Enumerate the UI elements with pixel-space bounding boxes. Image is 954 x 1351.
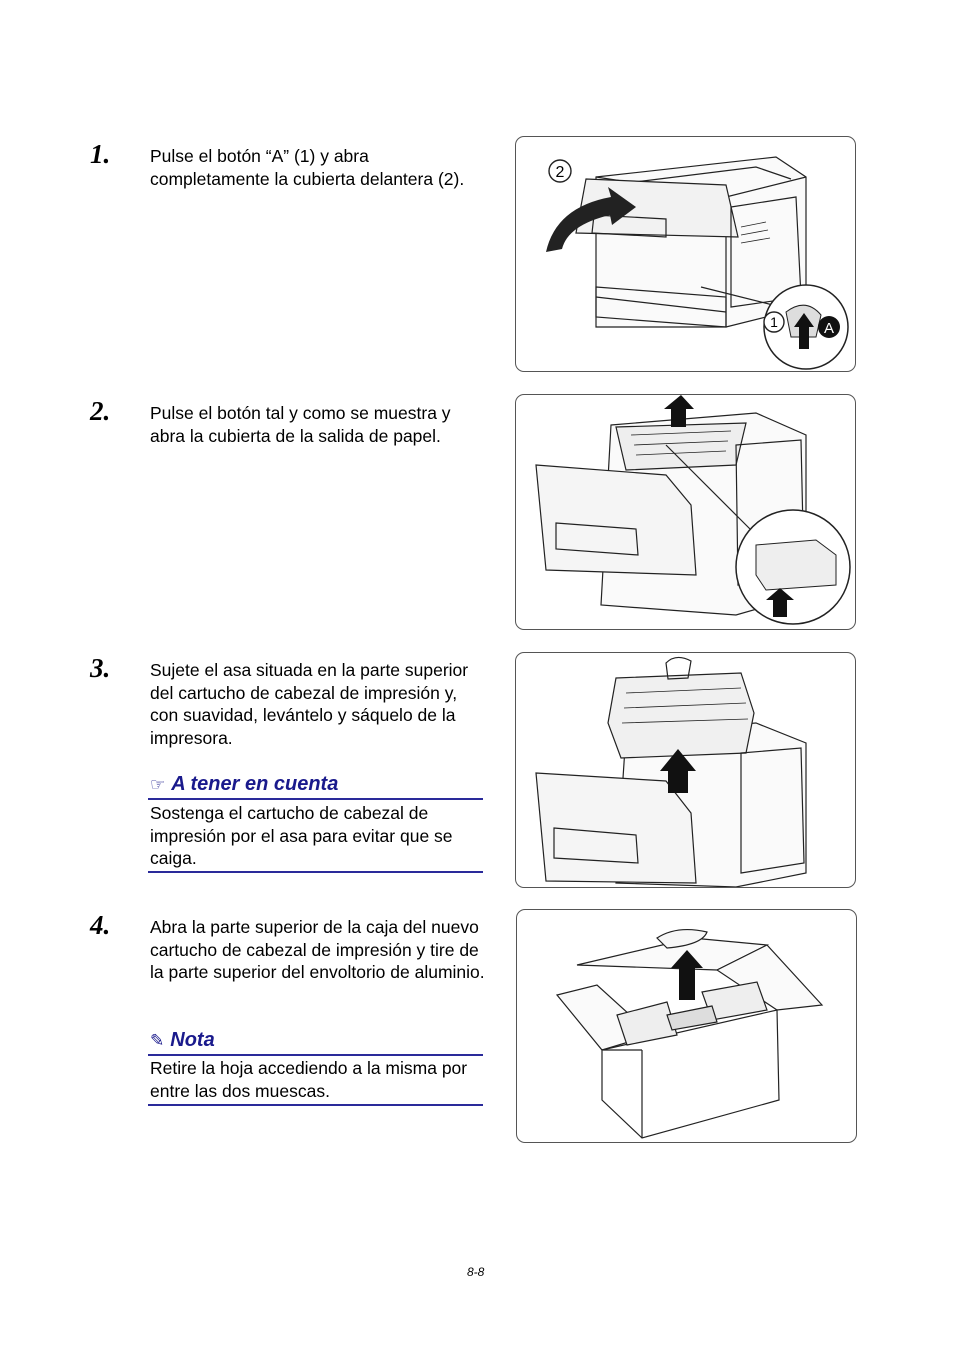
pointing-hand-icon: ☞ (150, 775, 166, 794)
caution-title: ☞ A tener en cuenta (150, 773, 339, 795)
figure-remove-cartridge (515, 652, 856, 888)
box-unpacking-illustration (517, 910, 856, 1142)
caution-body: Sostenga el cartucho de cabezal de impresión por el asa para evitar que se caiga. (150, 803, 453, 868)
figure-open-front-cover (515, 136, 856, 372)
step-2-number: 2. (90, 396, 111, 426)
step-1-text: Pulse el botón “A” (1) y abra completamente la cubierta delantera (2). (150, 146, 465, 189)
step-3-number: 3. (90, 653, 111, 683)
label-button: 1 (770, 314, 778, 330)
step-1-number: 1. (90, 139, 111, 169)
nota-bottom-rule (148, 1104, 483, 1106)
printer-front-cover-illustration (516, 137, 855, 371)
page-number: 8-8 (467, 1265, 485, 1279)
pencil-icon: ✎ (150, 1031, 165, 1050)
figure-open-box (516, 909, 857, 1143)
label-letter: A (823, 320, 835, 337)
step-4-text: Abra la parte superior de la caja del nuevo cartucho de cabezal de impresión y tire de la parte superior del envoltorio de aluminio. (150, 917, 485, 982)
cartridge-removal-illustration (516, 653, 855, 887)
label-cover: 2 (555, 164, 565, 181)
caution-bottom-rule (148, 871, 483, 873)
step-4-number: 4. (90, 910, 111, 940)
figure-open-exit-cover (515, 394, 856, 630)
printer-exit-cover-illustration (516, 395, 855, 629)
step-3-text: Sujete el asa situada en la parte superior del cartucho de cabezal de impresión y, con suavidad, levántelo y sáquelo de la impresora. (150, 660, 469, 748)
nota-top-rule (148, 1054, 483, 1056)
step-2-text: Pulse el botón tal y como se muestra y abra la cubierta de la salida de papel. (150, 403, 451, 446)
nota-title: ✎ Nota (150, 1029, 215, 1051)
caution-top-rule (148, 798, 483, 800)
nota-body: Retire la hoja accediendo a la misma por entre las dos muescas. (150, 1058, 468, 1101)
